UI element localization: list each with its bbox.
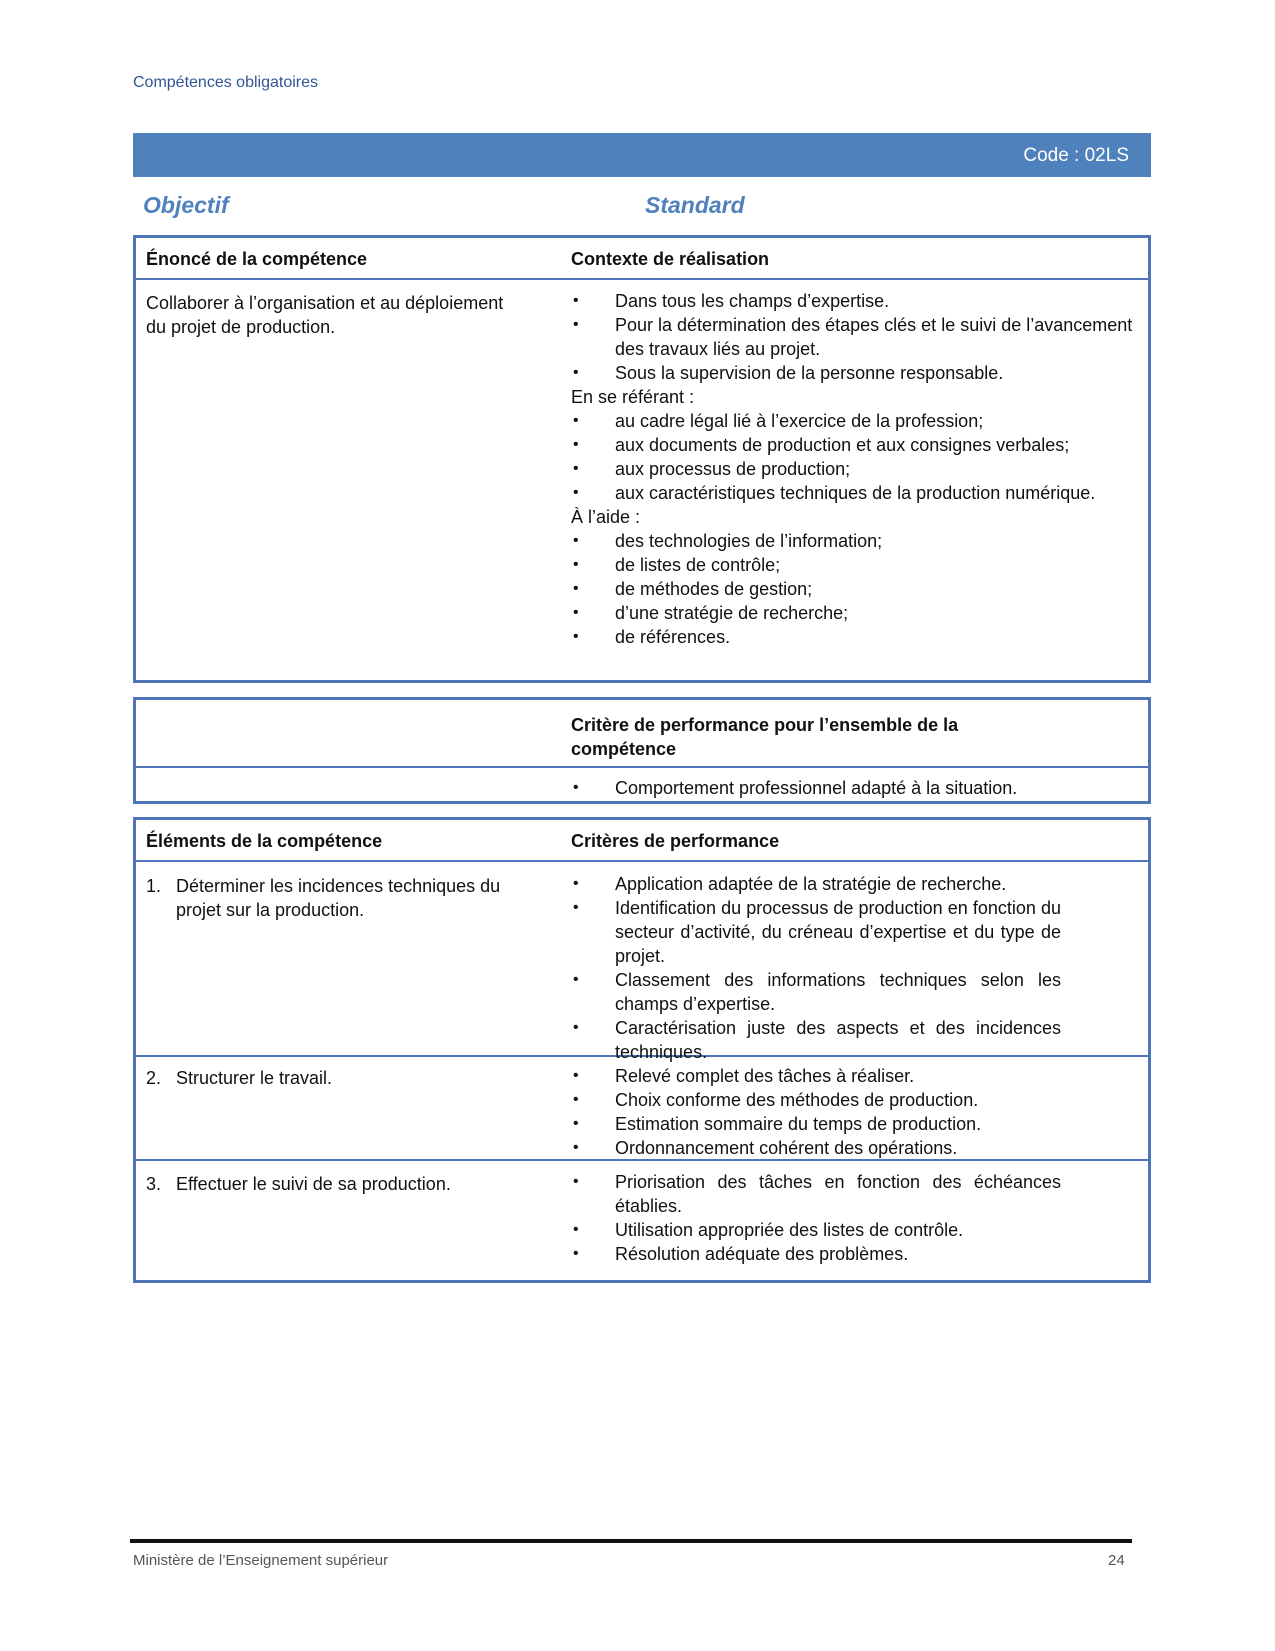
code-bar bbox=[133, 133, 1151, 177]
bullet-icon: • bbox=[573, 556, 579, 573]
bullet-icon: • bbox=[573, 460, 579, 477]
list-item bbox=[571, 457, 1141, 481]
list-item bbox=[571, 601, 1141, 625]
overall-criteria-table bbox=[133, 697, 1151, 804]
bullet-icon: • bbox=[573, 532, 579, 549]
element-row bbox=[136, 862, 1148, 1062]
bullet-icon: • bbox=[573, 1115, 579, 1132]
bullet-icon: • bbox=[573, 364, 579, 381]
list-item bbox=[571, 529, 1141, 553]
list-item bbox=[571, 968, 1061, 1016]
list-item bbox=[571, 289, 1141, 313]
list-item-text: des technologies de l’information; bbox=[615, 531, 883, 551]
context-column bbox=[571, 289, 1141, 649]
list-item bbox=[571, 1112, 1061, 1136]
list-item bbox=[571, 625, 1141, 649]
aide-list bbox=[571, 529, 1141, 649]
element-text bbox=[146, 874, 546, 922]
list-item bbox=[571, 1064, 1061, 1088]
list-item bbox=[571, 1136, 1061, 1160]
bullet-icon: • bbox=[573, 1245, 579, 1262]
list-item-text: Priorisation des tâches en fonction des échéances établies. bbox=[615, 1172, 1061, 1216]
element-label: Déterminer les incidences techniques du projet sur la production. bbox=[176, 876, 501, 920]
bullet-icon: • bbox=[573, 1221, 579, 1238]
list-item-text: de références. bbox=[615, 627, 731, 647]
list-item bbox=[571, 481, 1141, 505]
overall-criteria-header-row bbox=[136, 700, 1148, 768]
standard-heading: Standard bbox=[645, 192, 745, 218]
list-item-text: Estimation sommaire du temps de production. bbox=[615, 1114, 982, 1134]
elements-header-row bbox=[136, 820, 1148, 862]
criteria-column bbox=[571, 1064, 1061, 1160]
element-label: Effectuer le suivi de sa production. bbox=[176, 1174, 451, 1194]
list-item bbox=[571, 1242, 1061, 1266]
criteria-column bbox=[571, 1170, 1061, 1266]
criteria-column bbox=[571, 872, 1061, 1064]
bullet-icon: • bbox=[573, 604, 579, 621]
list-item-text: Ordonnancement cohérent des opérations. bbox=[615, 1138, 958, 1158]
list-item-text: de méthodes de gestion; bbox=[615, 579, 813, 599]
list-item-text: Application adaptée de la stratégie de recherche. bbox=[615, 874, 1007, 894]
list-item bbox=[571, 1218, 1061, 1242]
context-header: Contexte de réalisation bbox=[571, 249, 770, 269]
footer-ministry: Ministère de l’Enseignement supérieur bbox=[133, 1552, 389, 1569]
list-item-text: Identification du processus de production en fonction du secteur d’activité, du créneau d’expertise et du type de projet. bbox=[615, 898, 1061, 966]
criteria-list bbox=[571, 1170, 1061, 1266]
element-row bbox=[136, 1057, 1148, 1161]
element-text bbox=[146, 1172, 546, 1196]
bullet-icon: • bbox=[573, 316, 579, 333]
bullet-icon: • bbox=[573, 971, 579, 988]
list-item-text: Pour la détermination des étapes clés et le suivi de l’avancement des travaux liés au projet. bbox=[615, 315, 1133, 359]
objective-standard-heading bbox=[143, 192, 763, 220]
list-item bbox=[571, 872, 1061, 896]
criteria-header: Critères de performance bbox=[571, 831, 780, 851]
bullet-icon: • bbox=[573, 412, 579, 429]
list-item-text: Caractérisation juste des aspects et des incidences techniques. bbox=[615, 1018, 1061, 1062]
list-item-text: d’une stratégie de recherche; bbox=[615, 603, 849, 623]
list-item-text: Résolution adéquate des problèmes. bbox=[615, 1244, 909, 1264]
list-item-text: Comportement professionnel adapté à la situation. bbox=[615, 778, 1018, 798]
element-label: Structurer le travail. bbox=[176, 1068, 333, 1088]
list-item-text: de listes de contrôle; bbox=[615, 555, 781, 575]
context-list bbox=[571, 289, 1141, 385]
list-item-text: Dans tous les champs d’expertise. bbox=[615, 291, 890, 311]
list-item-text: Classement des informations techniques selon les champs d’expertise. bbox=[615, 970, 1061, 1014]
list-item bbox=[571, 553, 1141, 577]
bullet-icon: • bbox=[573, 484, 579, 501]
list-item bbox=[571, 577, 1141, 601]
list-item bbox=[571, 409, 1141, 433]
footer-page-number: 24 bbox=[1108, 1552, 1125, 1569]
bullet-icon: • bbox=[573, 292, 579, 309]
list-item-text: Relevé complet des tâches à réaliser. bbox=[615, 1066, 915, 1086]
table-header-row bbox=[136, 238, 1148, 280]
bullet-icon: • bbox=[573, 1067, 579, 1084]
list-item bbox=[571, 433, 1141, 457]
criteria-list bbox=[571, 1064, 1061, 1160]
bullet-icon: • bbox=[573, 1173, 579, 1190]
objectif-heading: Objectif bbox=[143, 192, 229, 218]
bullet-icon: • bbox=[573, 580, 579, 597]
list-item-text: Choix conforme des méthodes de production. bbox=[615, 1090, 979, 1110]
elements-criteria-table bbox=[133, 817, 1151, 1283]
list-item bbox=[571, 776, 1141, 800]
element-text bbox=[146, 1066, 546, 1090]
list-item-text: Utilisation appropriée des listes de contrôle. bbox=[615, 1220, 964, 1240]
footer-rule bbox=[130, 1539, 1132, 1543]
bullet-icon: • bbox=[573, 436, 579, 453]
competence-statement: Collaborer à l’organisation et au déploiement du projet de production. bbox=[146, 293, 504, 337]
referant-label: En se référant : bbox=[571, 387, 695, 407]
overall-criteria-list bbox=[571, 776, 1141, 800]
bullet-icon: • bbox=[573, 1019, 579, 1036]
criteria-list bbox=[571, 872, 1061, 1064]
overall-criteria-column bbox=[571, 776, 1141, 800]
bullet-icon: • bbox=[573, 1139, 579, 1156]
code-label: Code : 02LS bbox=[1023, 145, 1129, 166]
list-item-text: aux caractéristiques techniques de la production numérique. bbox=[615, 483, 1096, 503]
list-item-text: Sous la supervision de la personne responsable. bbox=[615, 363, 1004, 383]
element-number: 3. bbox=[146, 1174, 162, 1194]
competence-context-table bbox=[133, 235, 1151, 683]
element-row bbox=[136, 1161, 1148, 1264]
list-item bbox=[571, 1088, 1061, 1112]
element-number: 2. bbox=[146, 1068, 162, 1088]
list-item-text: au cadre légal lié à l’exercice de la profession; bbox=[615, 411, 984, 431]
elements-rows bbox=[136, 862, 1148, 1264]
referant-list bbox=[571, 409, 1141, 505]
list-item-text: aux documents de production et aux consignes verbales; bbox=[615, 435, 1070, 455]
bullet-icon: • bbox=[573, 628, 579, 645]
bullet-icon: • bbox=[573, 899, 579, 916]
aide-label: À l’aide : bbox=[571, 507, 641, 527]
elements-header: Éléments de la compétence bbox=[146, 831, 383, 851]
bullet-icon: • bbox=[573, 1091, 579, 1108]
list-item bbox=[571, 313, 1141, 361]
overall-criteria-header: Critère de performance pour l’ensemble de la compétence bbox=[571, 715, 959, 759]
page-header: Compétences obligatoires bbox=[133, 74, 318, 91]
list-item-text: aux processus de production; bbox=[615, 459, 851, 479]
list-item bbox=[571, 361, 1141, 385]
bullet-icon: • bbox=[573, 779, 579, 796]
element-number: 1. bbox=[146, 876, 162, 896]
list-item bbox=[571, 1170, 1061, 1218]
statement-header: Énoncé de la compétence bbox=[146, 249, 368, 269]
list-item bbox=[571, 896, 1061, 968]
bullet-icon: • bbox=[573, 875, 579, 892]
